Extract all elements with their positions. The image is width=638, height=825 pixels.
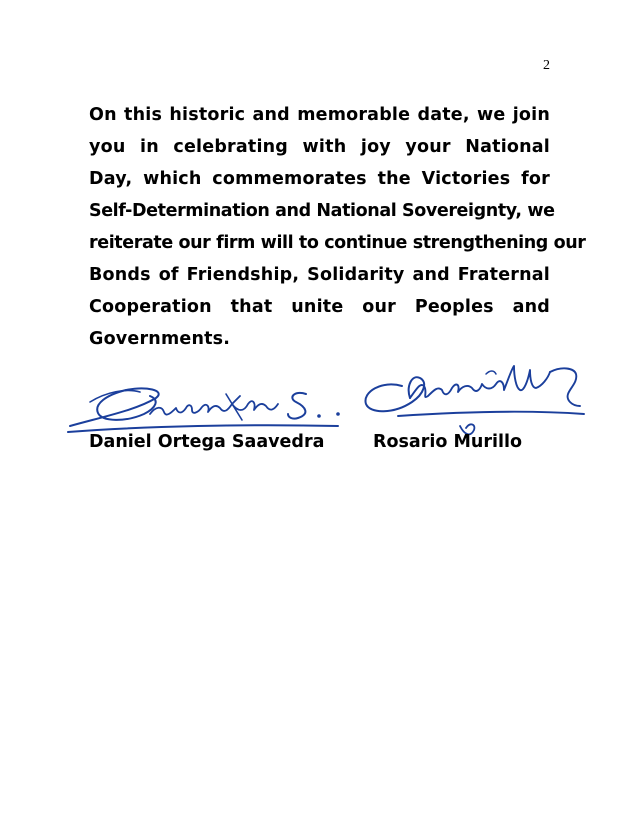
body-line: On this historic and memorable date, we join	[89, 105, 550, 125]
signer-name-ortega: Daniel Ortega Saavedra	[89, 432, 325, 452]
body-line: Bonds of Friendship, Solidarity and Fraternal	[89, 265, 550, 285]
body-line: reiterate our firm will to continue strengthening our	[89, 233, 586, 253]
body-line: you in celebrating with joy your National	[89, 137, 550, 157]
signature-murillo-icon	[358, 356, 594, 436]
body-line: Governments.	[89, 329, 231, 349]
page-number: 2	[543, 58, 550, 73]
letter-body	[89, 99, 586, 355]
body-line: Self-Determination and National Sovereignty, we	[89, 201, 555, 221]
body-line: Cooperation that unite our Peoples and	[89, 297, 550, 317]
body-line: Day, which commemorates the Victories for	[89, 169, 550, 189]
signature-ortega-icon	[66, 380, 346, 438]
signer-name-murillo: Rosario Murillo	[373, 432, 522, 452]
